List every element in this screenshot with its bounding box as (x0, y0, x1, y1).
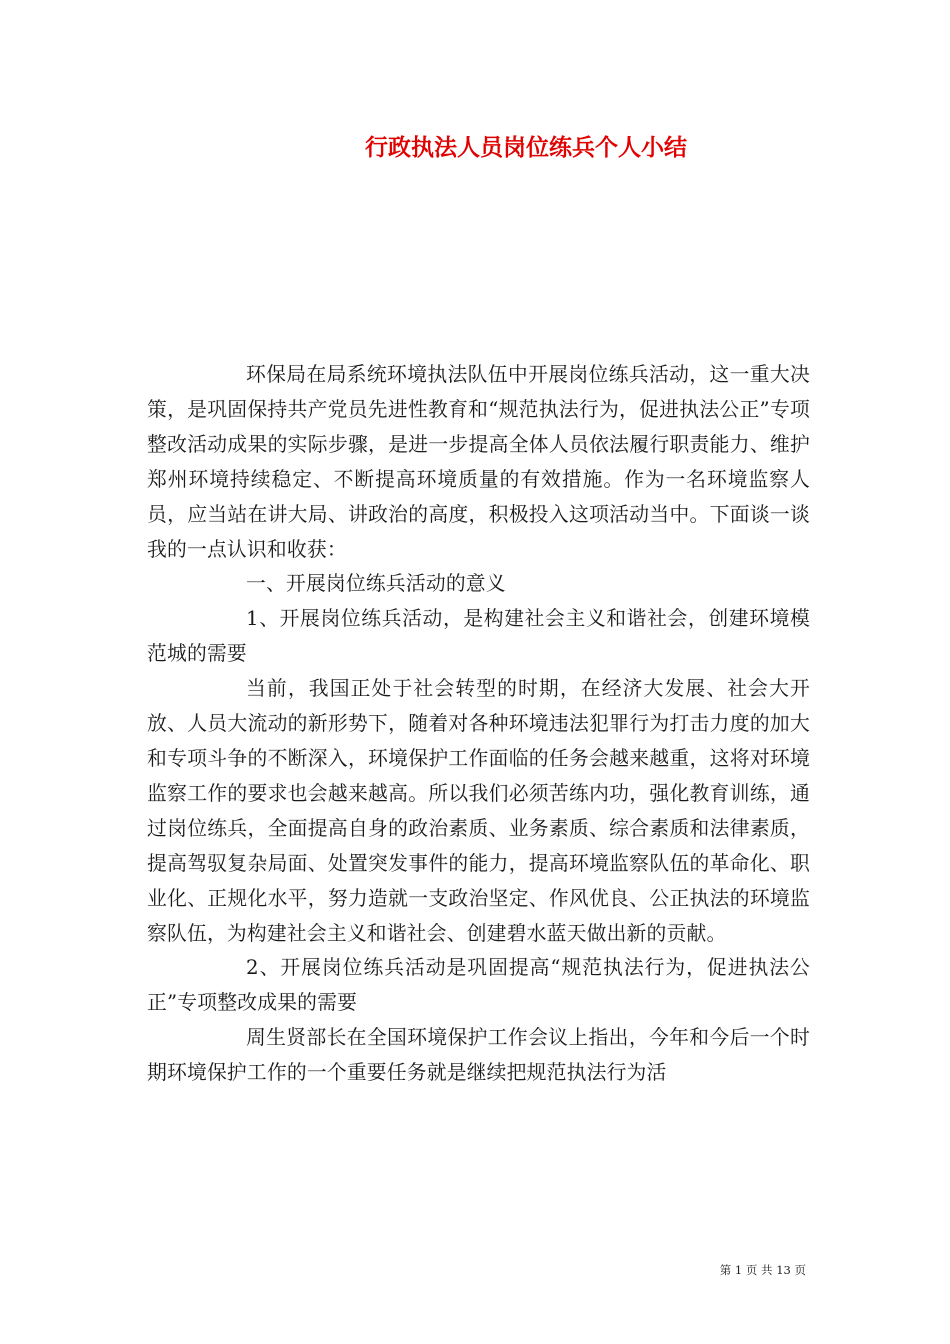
page-number-footer: 第 1 页 共 13 页 (719, 1263, 806, 1277)
document-title: 行政执法人员岗位练兵个人小结 (365, 134, 687, 161)
paragraph-intro: 环保局在局系统环境执法队伍中开展岗位练兵活动，这一重大决策，是巩固保持共产党员先进性教育和“规范执法行为，促进执法公正”专项整改活动成果的实际步骤，是进一步提高全体人员依法履行职责能力、维护郑州环境持续稳定、不断提高环境质量的有效措施。作为一名环境监察人员，应当站在讲大局、讲政治的高度，积极投入这项活动当中。下面谈一谈我的一点认识和收获： (147, 363, 810, 561)
document-body (147, 358, 810, 1091)
subsection-heading-1: 1、开展岗位练兵活动，是构建社会主义和谐社会，创建环境模范城的需要 (147, 607, 810, 666)
paragraph-minister-remarks: 周生贤部长在全国环境保护工作会议上指出，今年和今后一个时期环境保护工作的一个重要任务就是继续把规范执法行为活 (147, 1026, 810, 1085)
paragraph-current-situation: 当前，我国正处于社会转型的时期，在经济大发展、社会大开放、人员大流动的新形势下，随着对各种环境违法犯罪行为打击力度的加大和专项斗争的不断深入，环境保护工作面临的任务会越来越重，这将对环境监察工作的要求也会越来越高。所以我们必须苦练内功，强化教育训练，通过岗位练兵，全面提高自身的政治素质、业务素质、综合素质和法律素质，提高驾驭复杂局面、处置突发事件的能力，提高环境监察队伍的革命化、职业化、正规化水平，努力造就一支政治坚定、作风优良、公正执法的环境监察队伍，为构建社会主义和谐社会、创建碧水蓝天做出新的贡献。 (147, 677, 810, 945)
section-heading-1: 一、开展岗位练兵活动的意义 (246, 572, 506, 596)
subsection-heading-2: 2、开展岗位练兵活动是巩固提高“规范执法行为，促进执法公正”专项整改成果的需要 (147, 956, 810, 1015)
